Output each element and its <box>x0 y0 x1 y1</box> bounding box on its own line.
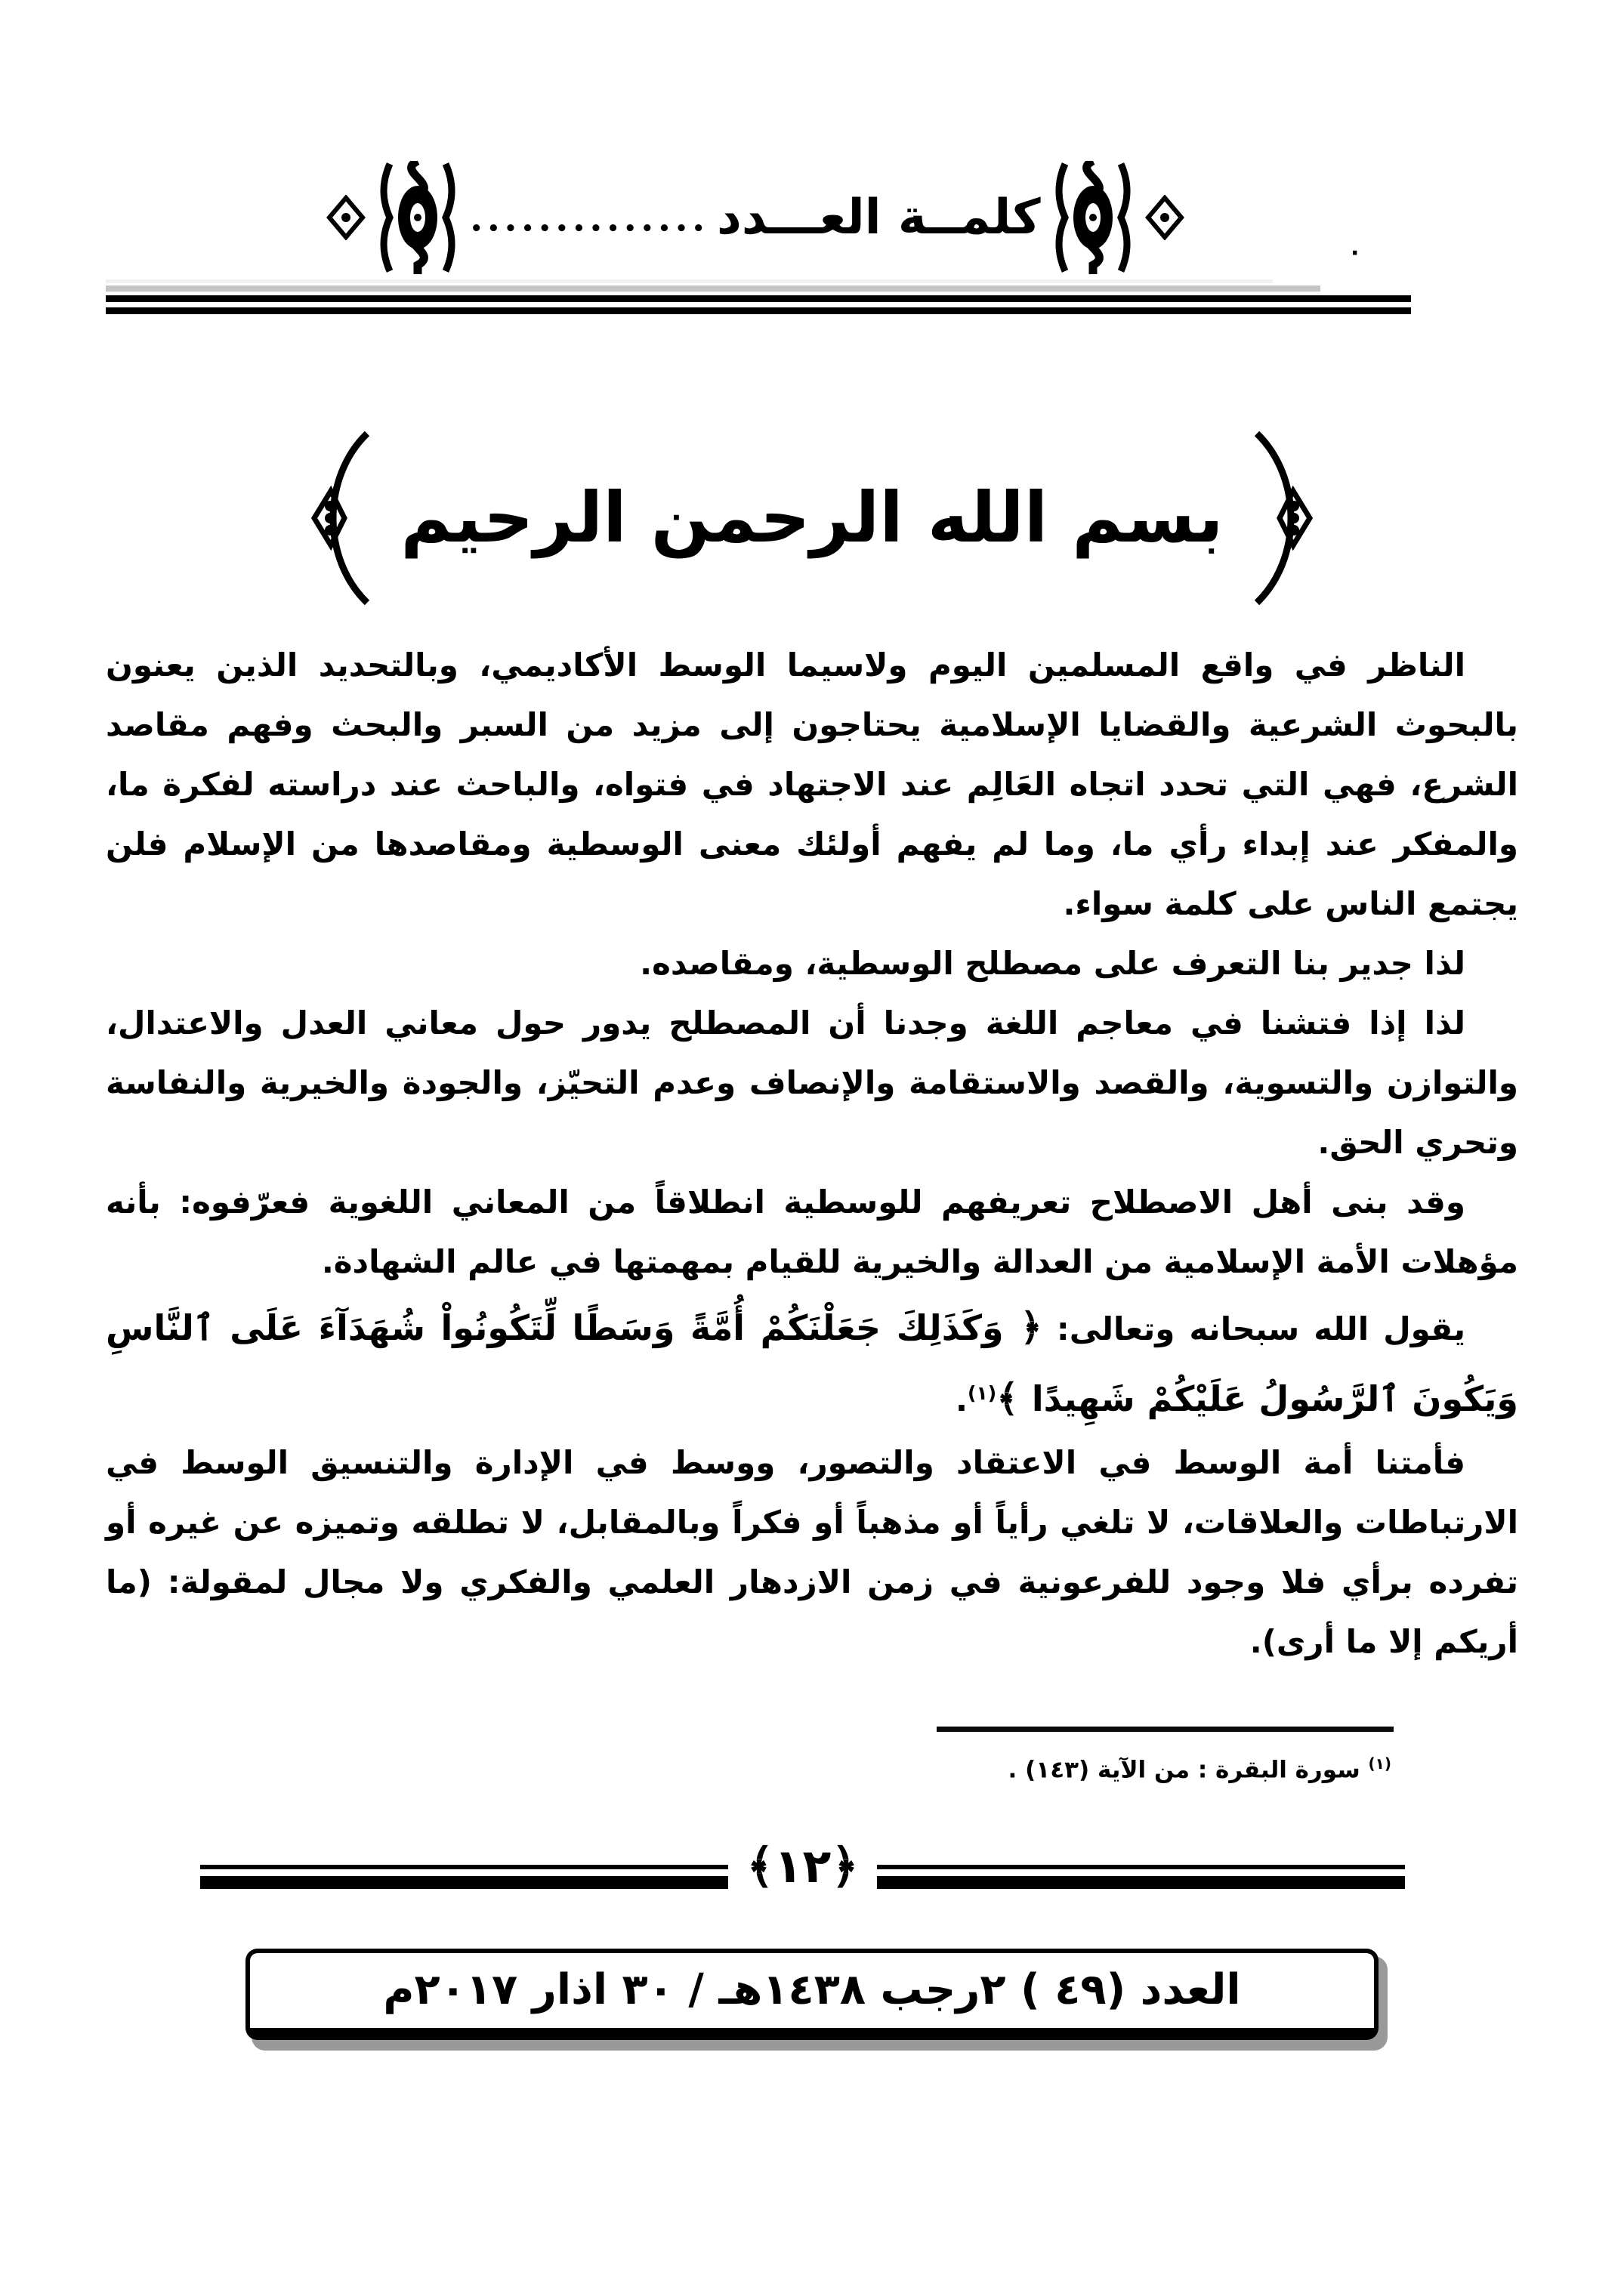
basmala-text: بسم الله الرحمن الرحيم <box>400 477 1224 558</box>
issue-info: العدد (٤٩ ) ٢رجب ١٤٣٨هـ / ٣٠ اذار ٢٠١٧م <box>383 1964 1241 2014</box>
footnote-ref: (١) <box>968 1382 997 1405</box>
basmala-block <box>106 427 1518 609</box>
page-number: ﴿١٢﴾ <box>746 1838 859 1893</box>
verse-intro: يقول الله سبحانه وتعالى: <box>1042 1310 1465 1348</box>
header-rules <box>106 279 1518 314</box>
verse-paragraph <box>106 1292 1518 1434</box>
paragraph-2: لذا جدير بنا التعرف على مصطلح الوسطية، ومقاصده. <box>640 944 1465 982</box>
rule-line-light <box>106 279 1273 283</box>
paragraph-1: الناظر في واقع المسلمين اليوم ولاسيما الوسط الأكاديمي، وبالتحديد الذين يعنون بالبحوث الشرعية والقضايا الإسلامية يحتاجون إلى مزيد من السبر والبحث وفهم مقاصد الشرع، فهي التي تحدد اتجاه العَالِم عند الاجتهاد في فتواه، والباحث عند دراسته لفكرة ما، والمفكر عند إبداء رأي ما، وما لم يفهم أولئك معنى الوسطية ومقاصدها من الإسلام فلن يجتمع الناس على كلمة سواء. <box>106 647 1518 922</box>
article-body <box>106 636 1518 1672</box>
footnote-text: سورة البقرة : من الآية (١٤٣) . <box>1008 1756 1369 1784</box>
page-number-band <box>200 1838 1405 1900</box>
crescent-ornament-right-icon <box>1249 429 1316 607</box>
page-rule-left <box>200 1865 728 1889</box>
page-rule-right <box>877 1865 1405 1889</box>
rule-line-black-bottom <box>106 307 1411 314</box>
quran-open-bracket-icon: ﴿ <box>1003 1305 1042 1350</box>
footnote-marker: (١) <box>1368 1754 1391 1773</box>
diamond-ornament-left-icon <box>326 195 366 240</box>
paragraph-5: فأمتنا أمة الوسط في الاعتقاد والتصور، ووسط في الإدارة والتنسيق الوسط في الارتباطات والعلاقات، لا تلغي رأياً أو مذهباً أو فكراً وبالمقابل، لا تطلقه وتميزه عن غيره أو تفرده برأي فلا وجود للفرعونية في زمن الازدهار العلمي والفكري ولا مجال لمقولة: (ما أريكم إلا ما أرى). <box>106 1444 1518 1661</box>
footnote <box>106 1754 1518 1783</box>
crescent-ornament-left-icon <box>308 429 375 607</box>
rule-line-black-top <box>106 295 1411 302</box>
arabesque-ornament-left-icon <box>373 161 462 274</box>
paragraph-4: وقد بنى أهل الاصطلاح تعريفهم للوسطية انطلاقاً من المعاني اللغوية فعرّفوه: بأنه مؤهلات الأمة الإسلامية من العدالة والخيرية للقيام بمهمتها في عالم الشهادة. <box>106 1183 1518 1280</box>
rule-line-gray <box>106 285 1320 292</box>
title-dotted-leader: •••••••••••••• <box>470 218 710 240</box>
arabesque-ornament-right-icon <box>1048 161 1138 274</box>
footnote-separator <box>937 1727 1394 1732</box>
header-band <box>49 160 1462 275</box>
page-title: كلمــة العـــدد <box>717 190 1041 245</box>
quran-verse-text: وَكَذَلِكَ جَعَلْنَكُمْ أُمَّةً وَسَطًا لِّتَكُونُواْ شُهَدَآءَ عَلَى ٱلنَّاسِ وَيَكُونَ ٱلرَّسُولُ عَلَيْكُمْ شَهِيدًا <box>106 1307 1518 1420</box>
issue-info-box <box>245 1949 1379 2040</box>
paragraph-3: لذا إذا فتشنا في معاجم اللغة وجدنا أن المصطلح يدور حول معاني العدل والاعتدال، والتوازن والتسوية، والقصد والاستقامة والإنصاف وعدم التحيّز، والجودة والخيرية والنفاسة وتحري الحق. <box>106 1004 1518 1161</box>
stray-mark: · <box>1351 240 1360 267</box>
diamond-ornament-right-icon <box>1145 195 1184 240</box>
quran-close-bracket-icon: ﴾ <box>996 1376 1032 1421</box>
verse-period: . <box>956 1381 968 1419</box>
